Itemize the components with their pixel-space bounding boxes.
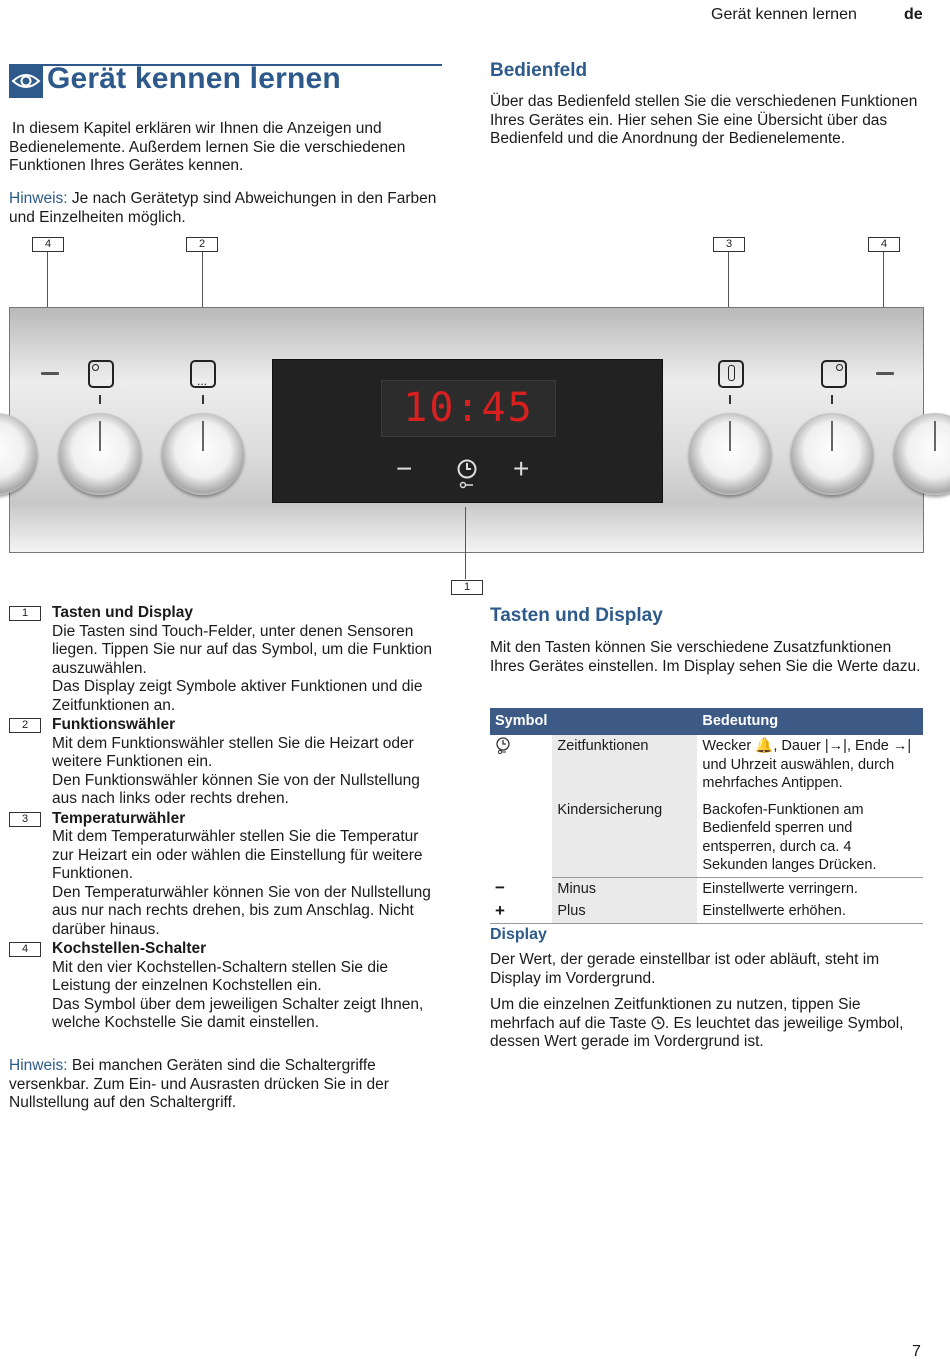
table-row — [490, 877, 923, 900]
table-cell: Wecker 🔔, Dauer |→|, Ende →| und Uhrzeit auswählen, durch mehrfaches Antippen. — [702, 738, 912, 791]
eye-icon — [9, 64, 43, 98]
bedienfeld-paragraph: Über das Bedienfeld stellen Sie die verschiedenen Funktionen Ihres Gerätes ein. Hier sehen Sie eine Übersicht über das Bedienfeld und die Anordnung der Bedienelemente. — [490, 93, 918, 147]
item-title: Temperaturwähler — [52, 809, 186, 827]
running-header: Gerät kennen lernen — [711, 6, 857, 23]
item-title: Funktionswähler — [52, 716, 176, 733]
clock-icon — [490, 735, 552, 877]
hint-label: Hinweis: — [9, 190, 68, 207]
callout-1: 1 — [451, 580, 483, 595]
item-title: Tasten und Display — [52, 604, 193, 621]
callout-3: 3 — [713, 237, 745, 252]
table-header-meaning: Bedeutung — [697, 708, 923, 735]
hint-paragraph-1 — [9, 190, 444, 227]
element-list — [9, 604, 444, 1033]
item-title: Kochstellen-Schalter — [52, 940, 207, 957]
hob-knob-right-partial — [894, 413, 950, 495]
list-item — [9, 716, 444, 809]
callout-2: 2 — [186, 237, 218, 252]
item-number: 1 — [9, 606, 41, 621]
knob-marker — [202, 395, 204, 404]
hint-label: Hinweis: — [9, 1057, 68, 1074]
function-selector-icon: ... — [190, 360, 216, 388]
tasten-heading: Tasten und Display — [490, 605, 663, 626]
table-cell: Einstellwerte verringern. — [702, 880, 858, 897]
callout-4-left: 4 — [32, 237, 64, 252]
hob-indicator-icon — [41, 372, 59, 375]
item-text: Mit dem Temperaturwähler stellen Sie die Temperatur zur Heizart ein oder wählen die Einstellung für weitere Funktionen. — [52, 828, 423, 882]
display-unit — [272, 359, 663, 503]
hob-knob — [59, 413, 141, 495]
intro-paragraph: In diesem Kapitel erklären wir Ihnen die Anzeigen und Bedienelemente. Außerdem lernen Sie die verschiedenen Funktionen Ihres Gerätes kennen. — [9, 120, 406, 174]
item-text: Das Display zeigt Symbole aktiver Funktionen und die Zeitfunktionen an. — [52, 678, 423, 714]
display-paragraph-2 — [490, 996, 922, 1052]
display-paragraph-1: Der Wert, der gerade einstellbar ist oder abläuft, steht im Display im Vordergrund. — [490, 951, 880, 987]
item-number: 4 — [9, 942, 41, 957]
item-text: Das Symbol über dem jeweiligen Schalter zeigt Ihnen, welche Kochstelle Sie damit einstellen. — [52, 995, 424, 1031]
clock-key-icon[interactable] — [456, 458, 478, 497]
hint-text: Bei manchen Geräten sind die Schaltergriffe versenkbar. Zum Ein- und Ausrasten drücken Sie in der Nullstellung auf den Schaltergriff. — [9, 1057, 389, 1111]
minus-button[interactable]: − — [396, 453, 413, 484]
list-item — [9, 940, 444, 1033]
hob-back-left-icon — [88, 360, 114, 388]
list-item — [9, 604, 444, 715]
plus-symbol: + — [490, 900, 552, 923]
item-text: Den Funktionswähler können Sie von der Nullstellung aus nach links oder rechts drehen. — [52, 771, 420, 807]
temperature-knob — [689, 413, 771, 495]
display-heading: Display — [490, 926, 547, 943]
knob-marker — [729, 395, 731, 404]
knob-marker — [831, 395, 833, 404]
thermometer-icon — [718, 360, 744, 388]
hob-back-right-icon — [821, 360, 847, 388]
table-cell: Plus — [552, 900, 697, 923]
callout-line — [465, 507, 466, 579]
item-text: Den Temperaturwähler können Sie von der Nullstellung aus nur nach rechts drehen, bis zum Anschlag. Nicht darüber hinaus. — [52, 883, 431, 938]
table-row — [490, 900, 923, 923]
hob-indicator-icon — [876, 372, 894, 375]
table-row — [490, 799, 923, 878]
list-item — [9, 810, 444, 940]
knob-marker — [99, 395, 101, 404]
tasten-paragraph: Mit den Tasten können Sie verschiedene Zusatzfunktionen Ihres Gerätes einstellen. Im Display sehen Sie die Werte dazu. — [490, 639, 921, 675]
table-cell: Zeitfunktionen — [552, 735, 697, 799]
display-text-b: . Es leuchtet das jeweilige Symbol, dessen Wert gerade im Vordergrund ist. — [490, 1014, 904, 1050]
table-cell: Backofen-Funktionen am Bedienfeld sperren und entsperren, durch ca. 4 Sekunden langes Drücken. — [697, 799, 923, 878]
language-tag: de — [904, 6, 923, 23]
symbol-table — [490, 708, 923, 924]
hint-text: Je nach Gerätetyp sind Abweichungen in den Farben und Einzelheiten möglich. — [9, 190, 437, 226]
plus-button[interactable]: + — [513, 453, 530, 484]
hob-knob — [791, 413, 873, 495]
item-number: 2 — [9, 718, 41, 733]
page-number: 7 — [912, 1343, 921, 1360]
item-text: Mit den vier Kochstellen-Schaltern stellen Sie die Leistung der einzelnen Kochstellen ein. — [52, 958, 389, 994]
time-display: 10:45 — [381, 380, 556, 437]
table-cell: Minus — [552, 877, 697, 900]
item-text: Mit dem Funktionswähler stellen Sie die Heizart oder weitere Funktionen ein. — [52, 734, 414, 770]
table-cell: Kindersicherung — [552, 799, 697, 878]
item-text: Die Tasten sind Touch-Felder, unter denen Sensoren liegen. Tippen Sie nur auf das Symbol, um die Funktion auszuwählen. — [52, 622, 432, 677]
callout-4-right: 4 — [868, 237, 900, 252]
display-text-a: Um die einzelnen Zeitfunktionen zu nutzen, tippen Sie mehrfach auf die Taste — [490, 996, 861, 1032]
table-cell: Einstellwerte erhöhen. — [697, 900, 923, 923]
page-title: Gerät kennen lernen — [47, 62, 341, 95]
hint-paragraph-2 — [9, 1057, 444, 1113]
bedienfeld-heading: Bedienfeld — [490, 60, 588, 81]
clock-icon — [651, 1015, 665, 1032]
table-header-symbol: Symbol — [490, 708, 552, 735]
table-row — [490, 735, 923, 799]
hob-knob-left-partial — [0, 413, 37, 495]
minus-symbol: − — [495, 878, 505, 897]
function-selector-knob — [162, 413, 244, 495]
item-number: 3 — [9, 812, 41, 827]
